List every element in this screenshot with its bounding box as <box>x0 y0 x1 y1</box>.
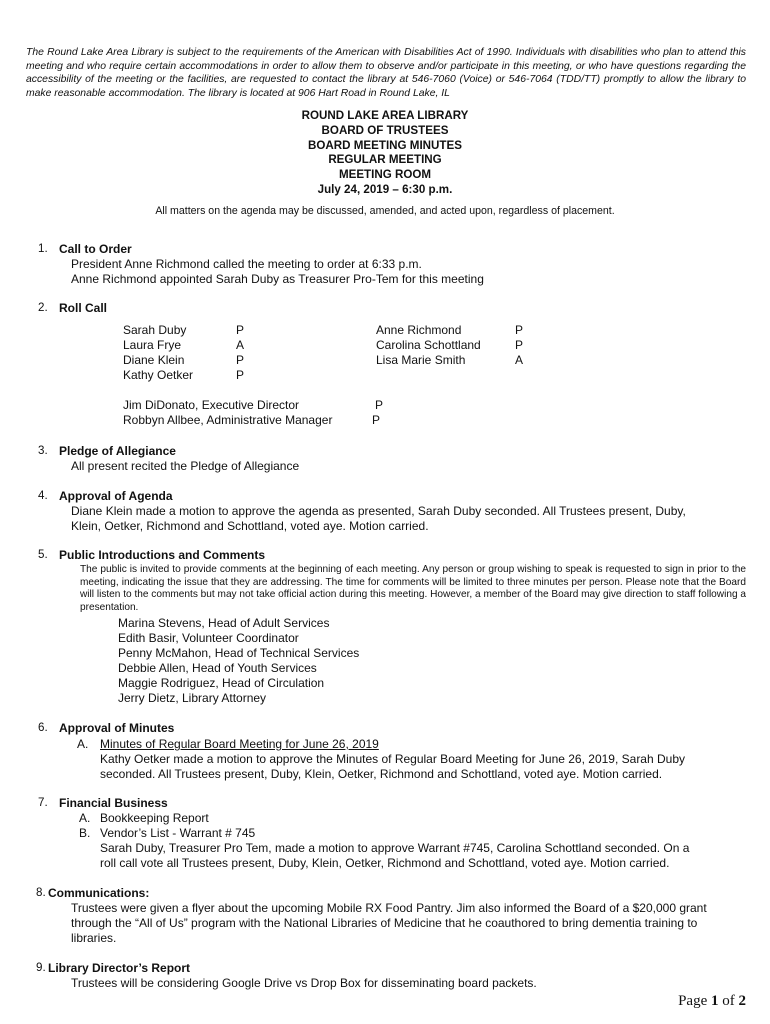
subitem-title: Vendor’s List - Warrant # 745 <box>100 826 256 840</box>
trustee-name: Carolina Schottland <box>376 338 481 352</box>
list-item: Debbie Allen, Head of Youth Services <box>118 661 317 675</box>
agenda-note: All matters on the agenda may be discussed, amended, and acted upon, regardless of placement. <box>155 204 615 217</box>
list-item: Maggie Rodriguez, Head of Circulation <box>118 676 325 690</box>
attendance-status: P <box>236 353 245 367</box>
body-line: seconded. All Trustees present, Duby, Klein, Oetker, Richmond and Schottland, voted aye. Motion carried. <box>100 767 663 781</box>
of-word: of <box>722 993 735 1009</box>
header-line-room: MEETING ROOM <box>338 168 432 182</box>
page-word: Page <box>678 993 708 1009</box>
attendance-status: P <box>372 413 381 427</box>
section-title: Roll Call <box>59 301 108 315</box>
section-title: Pledge of Allegiance <box>59 444 176 458</box>
section-title: Approval of Agenda <box>59 489 173 503</box>
header-line-minutes: BOARD MEETING MINUTES <box>308 138 462 152</box>
section-body <box>71 901 707 946</box>
section-title: Call to Order <box>59 242 132 256</box>
header-line-library: ROUND LAKE AREA LIBRARY <box>301 109 469 122</box>
body-line: through the “All of Us” program with the National Libraries of Medicine that he coauthored to bring dementia training to <box>71 916 698 930</box>
header-line-board: BOARD OF TRUSTEES <box>321 123 449 137</box>
current-page: 1 <box>711 993 719 1009</box>
section-number: 6. <box>38 721 48 734</box>
body-line: President Anne Richmond called the meeting to order at 6:33 p.m. <box>71 257 422 271</box>
subitem-title: Minutes of Regular Board Meeting for June 26, 2019 <box>100 737 379 751</box>
body-line: libraries. <box>71 931 117 945</box>
section-title: Financial Business <box>59 796 168 810</box>
subitem-title: Bookkeeping Report <box>100 811 209 825</box>
public-comment-policy: The public is invited to provide comments at the beginning of each meeting. Any person or group wishing to speak is requested to sign in prior to the meeting, indicating the issue that they are addressing. The time for comments will be limited to three minutes per person. Please note that the Board will listen to the comments but may not take official action during this meeting. However, a member of the Board may give direction to staff following a presentation. <box>80 564 746 613</box>
section-title: Communications: <box>48 886 150 900</box>
body-line: Diane Klein made a motion to approve the agenda as presented, Sarah Duby seconded. All Trustees present, Duby, <box>71 504 686 518</box>
document-header <box>0 109 770 217</box>
list-item: Jerry Dietz, Library Attorney <box>118 691 267 705</box>
section-body <box>71 257 484 287</box>
staff-name: Jim DiDonato, Executive Director <box>123 398 300 412</box>
section-number: 3. <box>38 444 48 457</box>
trustee-name: Lisa Marie Smith <box>376 353 466 367</box>
attendance-status: P <box>515 323 524 337</box>
list-item: Marina Stevens, Head of Adult Services <box>118 616 330 630</box>
section-number: 5. <box>38 548 48 561</box>
list-item: Edith Basir, Volunteer Coordinator <box>118 631 299 645</box>
header-line-date: July 24, 2019 – 6:30 p.m. <box>317 182 453 196</box>
body-line: Klein, Oetker, Richmond and Schottland, voted aye. Motion carried. <box>71 519 429 533</box>
body-line: Sarah Duby, Treasurer Pro Tem, made a motion to approve Warrant #745, Carolina Schottland seconded. On a <box>100 841 690 855</box>
attendance-status: P <box>236 368 245 382</box>
header-line-meeting-type: REGULAR MEETING <box>328 153 442 167</box>
section-number: 8. <box>36 886 46 899</box>
roll-right-column <box>376 323 523 368</box>
attendance-status: A <box>515 353 524 367</box>
body-line: Kathy Oetker made a motion to approve the Minutes of Regular Board Meeting for June 26, 2019, Sarah Duby <box>100 752 686 766</box>
section-number: 2. <box>38 301 48 314</box>
staff-name: Robbyn Allbee, Administrative Manager <box>123 413 333 427</box>
attendance-status: P <box>236 323 245 337</box>
section-title: Approval of Minutes <box>59 721 175 735</box>
subitem-label: A. <box>77 737 89 751</box>
subitem-body <box>100 752 685 782</box>
trustee-name: Anne Richmond <box>376 323 462 337</box>
section-body: All present recited the Pledge of Allegiance <box>71 459 300 473</box>
trustee-name: Sarah Duby <box>123 323 187 337</box>
section-body: Trustees will be considering Google Drive vs Drop Box for disseminating board packets. <box>71 976 537 990</box>
subitem-label: B. <box>79 826 91 840</box>
attendance-status: P <box>375 398 384 412</box>
total-pages: 2 <box>738 993 746 1009</box>
attendance-status: A <box>236 338 245 352</box>
trustee-name: Diane Klein <box>123 353 185 367</box>
body-line: Anne Richmond appointed Sarah Duby as Treasurer Pro-Tem for this meeting <box>71 272 484 286</box>
body-line: Trustees were given a flyer about the upcoming Mobile RX Food Pantry. Jim also informed the Board of a $20,000 grant <box>71 901 707 915</box>
page-number <box>678 993 746 1010</box>
section-body <box>71 504 686 534</box>
section-number: 4. <box>38 489 48 502</box>
roll-left-column <box>123 323 244 383</box>
section-number: 1. <box>38 242 48 255</box>
attendance-status: P <box>515 338 524 352</box>
roll-staff <box>123 398 383 428</box>
section-title: Library Director’s Report <box>48 961 191 975</box>
section-number: 7. <box>38 796 48 809</box>
trustee-name: Laura Frye <box>123 338 182 352</box>
subitem-label: A. <box>79 811 91 825</box>
section-number: 9. <box>36 961 46 974</box>
list-item: Penny McMahon, Head of Technical Services <box>118 646 360 660</box>
trustee-name: Kathy Oetker <box>123 368 194 382</box>
section-title: Public Introductions and Comments <box>59 548 266 562</box>
ada-disclaimer: The Round Lake Area Library is subject to the requirements of the American with Disabilities Act of 1990. Individuals with disabilities who plan to attend this meeting and who require certain accommodations in order to allow them to observe and/or participate in this meeting, or who have questions regarding the accessibility of the meeting or the facilities, are requested to contact the library at 546-7060 (Voice) or 546-7064 (TDD/TT) promptly to allow the library to make reasonable accommodation. The library is located at 906 Hart Road in Round Lake, IL <box>26 47 746 99</box>
subitem-body <box>100 841 689 871</box>
introductions-list <box>118 616 359 706</box>
body-line: roll call vote all Trustees present, Duby, Klein, Oetker, Richmond and Schottland, voted aye. Motion carried. <box>100 856 670 870</box>
